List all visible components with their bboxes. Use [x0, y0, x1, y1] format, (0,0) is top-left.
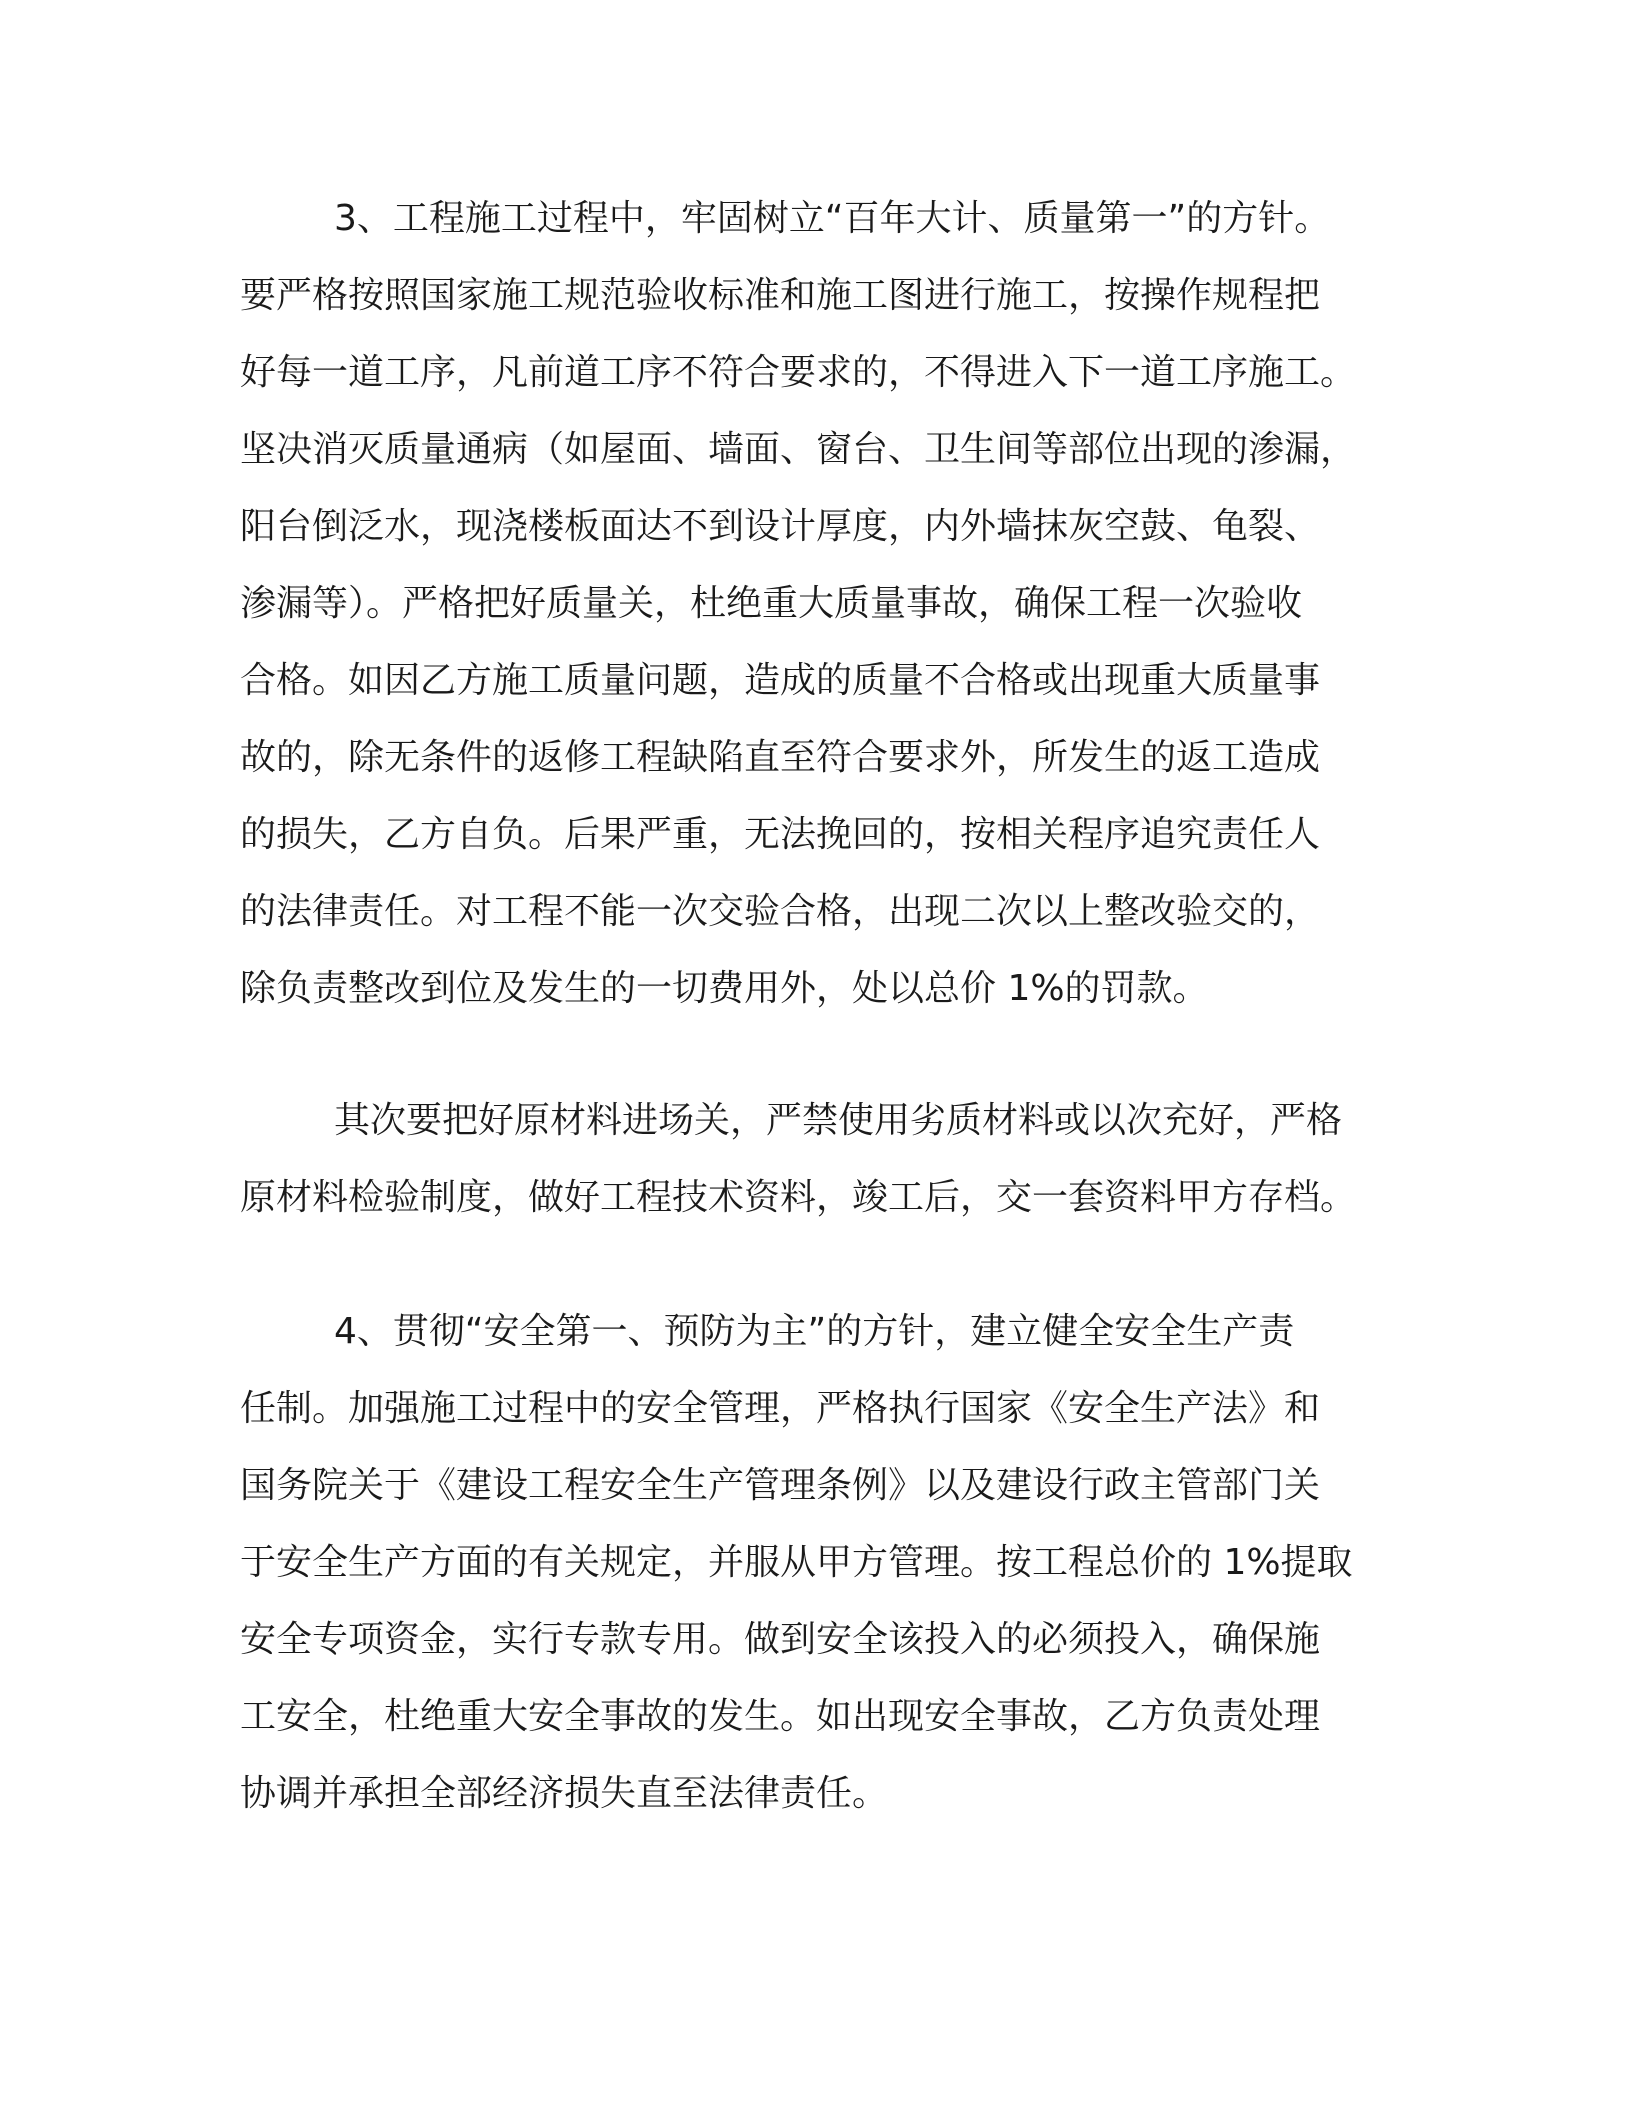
text-line: 故的，除无条件的返修工程缺陷直至符合要求外，所发生的返工造成 [240, 737, 1321, 778]
text-line: 任制。加强施工过程中的安全管理，严格执行国家《安全生产法》和 [240, 1388, 1321, 1429]
paragraph-materials [240, 1088, 1400, 1242]
paragraph-safety [240, 1299, 1400, 1838]
text-line: 其次要把好原材料进场关，严禁使用劣质材料或以次充好，严格 [334, 1100, 1343, 1141]
text-line: 要严格按照国家施工规范验收标准和施工图进行施工，按操作规程把 [240, 275, 1321, 316]
text-line: 4、贯彻“安全第一、预防为主”的方针，建立健全安全生产责 [334, 1311, 1295, 1352]
text-line: 好每一道工序，凡前道工序不符合要求的，不得进入下一道工序施工。 [240, 352, 1357, 393]
text-line: 协调并承担全部经济损失直至法律责任。 [240, 1773, 889, 1814]
text-line: 渗漏等）。严格把好质量关，杜绝重大质量事故，确保工程一次验收 [240, 583, 1303, 624]
text-line: 坚决消灭质量通病（如屋面、墙面、窗台、卫生间等部位出现的渗漏， [240, 429, 1357, 470]
text-line: 工安全，杜绝重大安全事故的发生。如出现安全事故，乙方负责处理 [240, 1696, 1321, 1737]
text-line: 原材料检验制度，做好工程技术资料，竣工后，交一套资料甲方存档。 [240, 1177, 1357, 1218]
text-line: 安全专项资金，实行专款专用。做到安全该投入的必须投入，确保施 [240, 1619, 1321, 1660]
text-line: 于安全生产方面的有关规定，并服从甲方管理。按工程总价的 1%提取 [240, 1542, 1353, 1583]
paragraph-quality [240, 186, 1400, 1033]
text-line: 的法律责任。对工程不能一次交验合格，出现二次以上整改验交的， [240, 891, 1321, 932]
paragraph-spacing [240, 1242, 1400, 1299]
text-line: 阳台倒泛水，现浇楼板面达不到设计厚度，内外墙抹灰空鼓、龟裂、 [240, 506, 1321, 547]
paragraph-spacing [240, 1033, 1400, 1088]
text-line: 除负责整改到位及发生的一切费用外，处以总价 1%的罚款。 [240, 968, 1209, 1009]
text-line: 国务院关于《建设工程安全生产管理条例》以及建设行政主管部门关 [240, 1465, 1321, 1506]
text-line: 的损失，乙方自负。后果严重，无法挽回的，按相关程序追究责任人 [240, 814, 1321, 855]
text-line: 合格。如因乙方施工质量问题，造成的质量不合格或出现重大质量事 [240, 660, 1321, 701]
text-line: 3、工程施工过程中，牢固树立“百年大计、质量第一”的方针。 [334, 198, 1331, 239]
document-body [240, 186, 1400, 1838]
